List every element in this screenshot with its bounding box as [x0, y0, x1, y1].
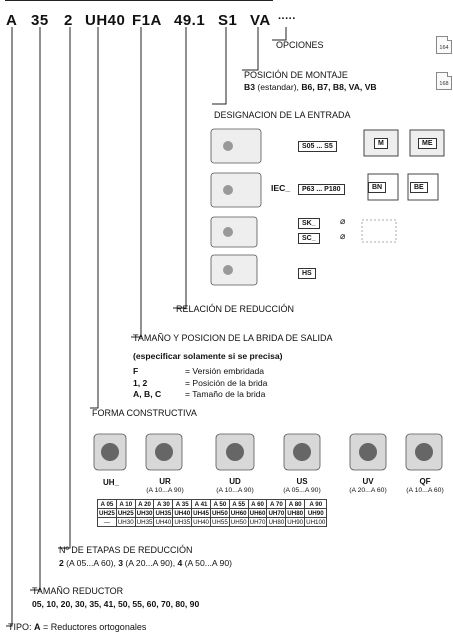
entrada-box-hs: HS	[298, 268, 316, 279]
table-cell: UH80	[268, 518, 285, 526]
shaft-drawing	[360, 218, 400, 244]
table-cell: UH30	[136, 509, 153, 517]
table-cell: UH40	[155, 518, 172, 526]
table-cell: UH40	[174, 509, 191, 517]
brida-def-text: = Posición de la brida	[185, 377, 268, 388]
opciones-page-ref[interactable]: 164	[436, 36, 452, 54]
table-cell: UH60	[249, 509, 266, 517]
code-flange: F1A	[132, 12, 162, 29]
etapas-values	[59, 558, 232, 568]
table-cell: UH40	[193, 518, 209, 526]
table-cell: UH35	[155, 509, 172, 517]
diameter-symbol-icon-2: ⌀	[340, 231, 346, 241]
option-bn: BN	[368, 182, 386, 193]
code-options: .....	[278, 10, 296, 22]
table-cell: A 41	[192, 500, 211, 509]
montaje-others: B6, B7, B8, VA, VB	[301, 82, 377, 92]
version-title: UH_	[102, 478, 119, 487]
code-mounting: VA	[250, 12, 271, 29]
etapas-label: Nº DE ETAPAS DE REDUCCIÓN	[59, 545, 193, 555]
table-cell: UH80	[287, 509, 304, 517]
version-title: QF	[419, 477, 431, 486]
etapas-text: (A 20...A 90),	[123, 558, 178, 568]
forma-label: FORMA CONSTRUCTIVA	[92, 408, 197, 418]
etapas-key: 2	[59, 558, 64, 568]
table-cell: A 10	[116, 500, 135, 509]
table-cell: A 05	[98, 500, 117, 509]
etapas-key: 4	[177, 558, 183, 568]
table-cell: A 80	[286, 500, 305, 509]
table-cell: A 55	[229, 500, 248, 509]
version-range: (A 10...A 90)	[146, 487, 184, 494]
size-version-table	[97, 499, 327, 527]
etapas-text: (A 05...A 60),	[63, 558, 119, 568]
reduccion-label: RELACIÓN DE REDUCCIÓN	[176, 304, 295, 314]
tipo-label: TIPO:	[8, 622, 35, 632]
code-type: A	[6, 12, 18, 29]
code-ratio: 49.1	[174, 12, 206, 29]
table-cell: UH90	[305, 509, 327, 518]
option-be: BE	[410, 182, 428, 193]
table-cell: —	[98, 518, 117, 527]
opciones-label: OPCIONES	[276, 40, 324, 50]
brida-def-key: 1, 2	[133, 377, 148, 388]
entrada-label: DESIGNACION DE LA ENTRADA	[214, 110, 351, 120]
montaje-page-ref[interactable]: 168	[436, 72, 452, 90]
montaje-values	[244, 82, 377, 92]
table-cell: UH35	[136, 518, 153, 526]
tamano-label: TAMAÑO REDUCTOR	[32, 586, 124, 596]
brida-def-text: = Tamaño de la brida	[185, 389, 266, 399]
code-stages: 2	[64, 12, 73, 29]
table-cell: UH25	[117, 509, 134, 517]
version-range: (A 20...A 60)	[349, 487, 387, 494]
version-title: UV	[362, 477, 374, 486]
gearbox-drawings	[90, 428, 453, 476]
tipo-key: A	[34, 622, 41, 632]
table-cell: A 70	[267, 500, 286, 509]
table-cell: A 20	[135, 500, 154, 509]
table-cell: UH25	[99, 509, 115, 517]
version-title: UR	[159, 477, 171, 486]
entrada-input-drawings	[208, 125, 268, 290]
brida-definitions	[133, 366, 267, 401]
table-cell: UH60	[230, 509, 247, 517]
etapas-key: 3	[118, 558, 124, 568]
version-title: US	[296, 477, 308, 486]
table-cell: UH35	[174, 518, 191, 526]
version-title: UD	[229, 477, 241, 486]
option-me: ME	[418, 138, 437, 149]
table-cell: UH50	[211, 509, 228, 517]
table-cell: A 50	[210, 500, 229, 509]
etapas-text: (A 50...A 90)	[182, 558, 232, 568]
brida-label: TAMAÑO Y POSICION DE LA BRIDA DE SALIDA	[133, 333, 333, 343]
montaje-std-note: (estandar),	[255, 82, 302, 92]
version-range: (A 05...A 90)	[283, 487, 321, 494]
table-cell: A 60	[248, 500, 267, 509]
entrada-box-sc: SC_	[298, 233, 320, 244]
tipo-line	[8, 622, 146, 632]
brida-note: (especificar solamente si se precisa)	[133, 351, 283, 361]
entrada-box-p: P63 ... P180	[298, 184, 345, 195]
tipo-text: = Reductores ortogonales	[40, 622, 147, 632]
version-range: (A 10...A 90)	[216, 487, 254, 494]
montaje-label: POSICIÓN DE MONTAJE	[244, 70, 348, 80]
iec-label: IEC_	[271, 183, 291, 193]
code-size: 35	[31, 12, 49, 29]
table-cell: UH55	[211, 518, 228, 526]
entrada-box-sk: SK_	[298, 218, 320, 229]
diameter-symbol-icon: ⌀	[340, 216, 346, 226]
entrada-box-s: S05 ... S5	[298, 141, 337, 152]
montaje-std: B3	[244, 82, 255, 92]
table-cell: UH70	[268, 509, 285, 517]
code-input: S1	[218, 12, 238, 29]
brida-def-text: = Versión embridada	[185, 366, 265, 376]
tamano-sizes: 05, 10, 20, 30, 35, 41, 50, 55, 60, 70, 80, 90	[32, 599, 200, 609]
table-cell: A 35	[173, 500, 192, 509]
table-cell: UH45	[193, 509, 209, 517]
table-cell: UH70	[249, 518, 266, 526]
code-version: UH40	[85, 12, 126, 29]
version-range: (A 10...A 60)	[406, 487, 444, 494]
option-m: M	[374, 138, 388, 149]
table-cell: A 30	[154, 500, 173, 509]
table-cell: A 90	[305, 500, 327, 509]
table-cell: UH90	[287, 518, 304, 526]
brida-def-key: A, B, C	[133, 389, 162, 399]
table-cell: UH30	[117, 518, 134, 526]
brida-def-key: F	[133, 366, 139, 376]
table-cell: UH50	[230, 518, 247, 526]
table-cell: UH100	[306, 518, 326, 526]
